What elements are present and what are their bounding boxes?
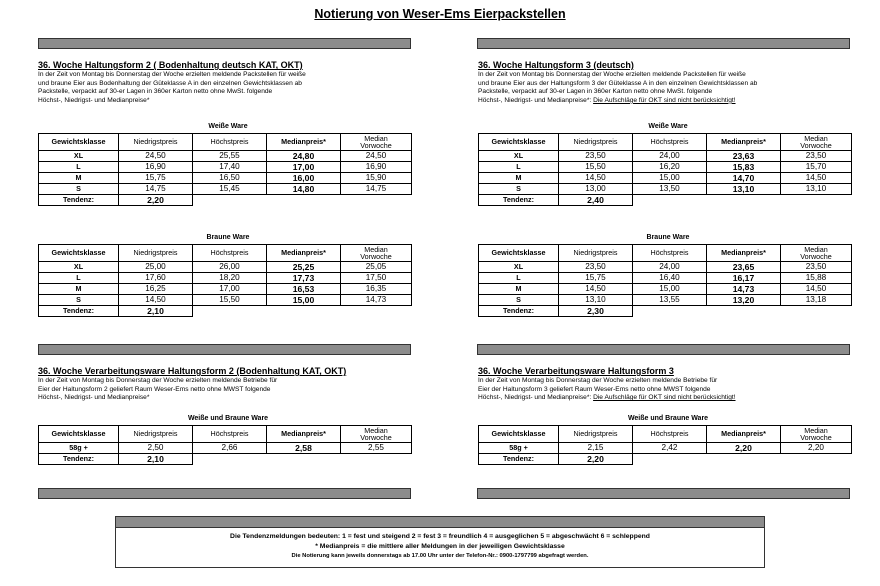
table-caption: Weiße Ware xyxy=(208,123,248,130)
cell-hoechstpreis: 15,00 xyxy=(633,284,707,295)
page-title: Notierung von Weser-Ems Eierpackstellen xyxy=(314,7,566,21)
section-description: In der Zeit von Montag bis Donnerstag der Woche erzielten meldende Packstellen für weiße und braune Eier aus Bodenhaltung der Güteklasse A in den einzelnen Gewichtsklassen ab Packstelle, verpackt auf 30-er Lagen in 360er Karton netto ohne MwSt. folgende Höchst-, Niedrigst- und Medianpreise* xyxy=(38,71,306,104)
empty-cell xyxy=(193,454,267,465)
header-median-vorwoche xyxy=(781,245,852,262)
cell-medianpreis: 16,53 xyxy=(267,284,341,295)
cell-medianpreis: 23,63 xyxy=(707,151,781,162)
table-row xyxy=(479,262,852,273)
tendenz-value: 2,20 xyxy=(119,195,193,206)
header-vorwoche-line: Vorwoche xyxy=(360,141,392,150)
cell-median-vorwoche: 15,88 xyxy=(781,273,852,284)
cell-medianpreis: 14,80 xyxy=(267,184,341,195)
cell-median-vorwoche: 14,73 xyxy=(341,295,412,306)
cell-medianpreis: 17,00 xyxy=(267,162,341,173)
cell-median-vorwoche: 14,50 xyxy=(781,284,852,295)
empty-cell xyxy=(267,454,341,465)
tendenz-label: Tendenz: xyxy=(39,306,119,317)
empty-cell xyxy=(707,454,781,465)
separator-bar xyxy=(477,38,850,49)
cell-gewichtsklasse: L xyxy=(479,162,559,173)
cell-niedrigstpreis: 14,50 xyxy=(559,173,633,184)
table-row xyxy=(479,173,852,184)
tendency-legend: Die Tendenzmeldungen bedeuten: 1 = fest und steigend 2 = fest 3 = freundlich 4 = ausgeglichen 5 = abgeschwächt 6 = schleppend xyxy=(230,533,650,540)
table-row xyxy=(479,284,852,295)
cell-niedrigstpreis: 2,50 xyxy=(119,443,193,454)
price-table xyxy=(38,133,412,206)
header-gewichtsklasse: Gewichtsklasse xyxy=(39,426,119,443)
header-vorwoche-line: Vorwoche xyxy=(800,141,832,150)
tendenz-row xyxy=(39,195,412,206)
okt-note: Die Aufschläge für OKT sind nicht berücksichtigt! xyxy=(593,96,736,104)
empty-cell xyxy=(633,306,707,317)
header-vorwoche-line: Vorwoche xyxy=(360,433,392,442)
separator-bar xyxy=(38,488,411,499)
cell-median-vorwoche: 25,05 xyxy=(341,262,412,273)
cell-medianpreis: 2,58 xyxy=(267,443,341,454)
cell-niedrigstpreis: 13,00 xyxy=(559,184,633,195)
cell-niedrigstpreis: 14,75 xyxy=(119,184,193,195)
cell-hoechstpreis: 25,55 xyxy=(193,151,267,162)
cell-hoechstpreis: 18,20 xyxy=(193,273,267,284)
cell-median-vorwoche: 2,55 xyxy=(341,443,412,454)
header-vorwoche-line: Vorwoche xyxy=(800,252,832,261)
header-medianpreis: Medianpreis* xyxy=(707,426,781,443)
cell-median-vorwoche: 2,20 xyxy=(781,443,852,454)
cell-gewichtsklasse: 58g + xyxy=(39,443,119,454)
cell-median-vorwoche: 16,35 xyxy=(341,284,412,295)
section-title: 36. Woche Haltungsform 3 (deutsch) xyxy=(478,60,634,70)
header-niedrigstpreis: Niedrigstpreis xyxy=(119,426,193,443)
cell-gewichtsklasse: S xyxy=(479,184,559,195)
cell-niedrigstpreis: 14,50 xyxy=(119,295,193,306)
cell-medianpreis: 25,25 xyxy=(267,262,341,273)
cell-niedrigstpreis: 2,15 xyxy=(559,443,633,454)
tendenz-label: Tendenz: xyxy=(39,195,119,206)
cell-gewichtsklasse: L xyxy=(479,273,559,284)
header-niedrigstpreis: Niedrigstpreis xyxy=(559,245,633,262)
cell-median-vorwoche: 14,50 xyxy=(781,173,852,184)
tendenz-label: Tendenz: xyxy=(479,306,559,317)
cell-niedrigstpreis: 16,90 xyxy=(119,162,193,173)
cell-median-vorwoche: 24,50 xyxy=(341,151,412,162)
table-header-row xyxy=(39,426,412,443)
table-caption: Braune Ware xyxy=(646,234,690,241)
tendenz-label: Tendenz: xyxy=(479,195,559,206)
header-hoechstpreis: Höchstpreis xyxy=(633,134,707,151)
cell-medianpreis: 13,10 xyxy=(707,184,781,195)
header-hoechstpreis: Höchstpreis xyxy=(193,134,267,151)
tendenz-row xyxy=(479,454,852,465)
cell-niedrigstpreis: 14,50 xyxy=(559,284,633,295)
legend-box xyxy=(115,516,765,568)
table-header-row xyxy=(39,245,412,262)
section-title: 36. Woche Verarbeitungsware Haltungsform 2 (Bodenhaltung KAT, OKT) xyxy=(38,366,347,376)
cell-hoechstpreis: 16,50 xyxy=(193,173,267,184)
cell-hoechstpreis: 16,40 xyxy=(633,273,707,284)
cell-medianpreis: 16,17 xyxy=(707,273,781,284)
cell-medianpreis: 17,73 xyxy=(267,273,341,284)
cell-medianpreis: 14,70 xyxy=(707,173,781,184)
cell-gewichtsklasse: S xyxy=(479,295,559,306)
table-header-row xyxy=(479,134,852,151)
header-median-vorwoche xyxy=(341,134,412,151)
tendenz-row xyxy=(39,306,412,317)
cell-hoechstpreis: 13,55 xyxy=(633,295,707,306)
header-medianpreis: Medianpreis* xyxy=(707,245,781,262)
empty-cell xyxy=(341,195,412,206)
cell-niedrigstpreis: 17,60 xyxy=(119,273,193,284)
table-row xyxy=(479,295,852,306)
cell-niedrigstpreis: 13,10 xyxy=(559,295,633,306)
cell-hoechstpreis: 15,50 xyxy=(193,295,267,306)
cell-median-vorwoche: 23,50 xyxy=(781,151,852,162)
header-median-line: Median xyxy=(364,425,388,435)
cell-gewichtsklasse: S xyxy=(39,295,119,306)
cell-hoechstpreis: 15,45 xyxy=(193,184,267,195)
table-row xyxy=(479,162,852,173)
separator-bar xyxy=(477,344,850,355)
empty-cell xyxy=(267,195,341,206)
cell-medianpreis: 24,80 xyxy=(267,151,341,162)
cell-niedrigstpreis: 25,00 xyxy=(119,262,193,273)
header-median-line: Median xyxy=(804,425,828,435)
tendenz-value: 2,30 xyxy=(559,306,633,317)
empty-cell xyxy=(781,195,852,206)
phone-info: Die Notierung kann jeweils donnerstags ab 17.00 Uhr unter der Telefon-Nr.: 0900-1797799 abgefragt werden. xyxy=(291,553,589,559)
table-row xyxy=(479,184,852,195)
header-vorwoche-line: Vorwoche xyxy=(800,433,832,442)
table-row xyxy=(39,273,412,284)
table-caption: Weiße Ware xyxy=(648,123,688,130)
table-row xyxy=(39,262,412,273)
cell-hoechstpreis: 17,40 xyxy=(193,162,267,173)
cell-median-vorwoche: 15,70 xyxy=(781,162,852,173)
empty-cell xyxy=(633,195,707,206)
tendenz-label: Tendenz: xyxy=(39,454,119,465)
section-verarbeitung-2 xyxy=(38,366,418,484)
header-medianpreis: Medianpreis* xyxy=(267,245,341,262)
cell-hoechstpreis: 2,42 xyxy=(633,443,707,454)
cell-gewichtsklasse: S xyxy=(39,184,119,195)
cell-niedrigstpreis: 15,75 xyxy=(559,273,633,284)
header-median-line: Median xyxy=(364,244,388,254)
tendenz-value: 2,40 xyxy=(559,195,633,206)
table-caption: Weiße und Braune Ware xyxy=(187,415,269,422)
header-gewichtsklasse: Gewichtsklasse xyxy=(479,426,559,443)
table-header-row xyxy=(479,245,852,262)
cell-medianpreis: 13,20 xyxy=(707,295,781,306)
header-niedrigstpreis: Niedrigstpreis xyxy=(559,426,633,443)
header-hoechstpreis: Höchstpreis xyxy=(633,245,707,262)
empty-cell xyxy=(781,306,852,317)
median-definition: * Medianpreis = die mittlere aller Meldungen in der jeweiligen Gewichtsklasse xyxy=(315,543,565,550)
header-medianpreis: Medianpreis* xyxy=(267,134,341,151)
header-gewichtsklasse: Gewichtsklasse xyxy=(39,134,119,151)
table-row xyxy=(39,162,412,173)
header-median-vorwoche xyxy=(781,134,852,151)
table-caption: Braune Ware xyxy=(206,234,250,241)
separator-bar xyxy=(38,344,411,355)
header-median-line: Median xyxy=(804,244,828,254)
cell-gewichtsklasse: M xyxy=(479,173,559,184)
header-niedrigstpreis: Niedrigstpreis xyxy=(119,245,193,262)
header-median-vorwoche xyxy=(341,245,412,262)
tendenz-row xyxy=(39,454,412,465)
table-header-row xyxy=(39,134,412,151)
section-description: In der Zeit von Montag bis Donnerstag der Woche erzielten meldende Betriebe für Eier der Haltungsform 3 geliefert Raum Weser-Ems netto ohne MWST folgende Höchst-, Niedrigst- und Medianpreise*: Die Aufschläge für OKT sind nicht berücksichtigt! xyxy=(478,377,736,402)
header-gewichtsklasse: Gewichtsklasse xyxy=(479,134,559,151)
empty-cell xyxy=(633,454,707,465)
price-table xyxy=(38,244,412,317)
cell-median-vorwoche: 17,50 xyxy=(341,273,412,284)
empty-cell xyxy=(193,306,267,317)
cell-gewichtsklasse: M xyxy=(479,284,559,295)
cell-gewichtsklasse: M xyxy=(39,284,119,295)
table-row xyxy=(479,273,852,284)
cell-median-vorwoche: 15,90 xyxy=(341,173,412,184)
tendenz-value: 2,10 xyxy=(119,454,193,465)
cell-medianpreis: 16,00 xyxy=(267,173,341,184)
cell-niedrigstpreis: 16,25 xyxy=(119,284,193,295)
section-title: 36. Woche Haltungsform 2 ( Bodenhaltung deutsch KAT, OKT) xyxy=(38,60,303,70)
empty-cell xyxy=(707,195,781,206)
table-row xyxy=(39,184,412,195)
tendenz-value: 2,20 xyxy=(559,454,633,465)
cell-median-vorwoche: 23,50 xyxy=(781,262,852,273)
cell-median-vorwoche: 13,18 xyxy=(781,295,852,306)
section-description: In der Zeit von Montag bis Donnerstag der Woche erzielten meldende Betriebe für Eier der Haltungsform 2 geliefert Raum Weser-Ems netto ohne MWST folgende Höchst-, Niedrigst- und Medianpreise* xyxy=(38,377,278,402)
cell-niedrigstpreis: 23,50 xyxy=(559,262,633,273)
cell-median-vorwoche: 16,90 xyxy=(341,162,412,173)
header-niedrigstpreis: Niedrigstpreis xyxy=(119,134,193,151)
cell-medianpreis: 2,20 xyxy=(707,443,781,454)
section-title: 36. Woche Verarbeitungsware Haltungsform 3 xyxy=(478,366,674,376)
tendenz-row xyxy=(479,195,852,206)
header-vorwoche-line: Vorwoche xyxy=(360,252,392,261)
cell-hoechstpreis: 26,00 xyxy=(193,262,267,273)
header-gewichtsklasse: Gewichtsklasse xyxy=(479,245,559,262)
header-median-vorwoche xyxy=(781,426,852,443)
cell-gewichtsklasse: XL xyxy=(479,151,559,162)
header-hoechstpreis: Höchstpreis xyxy=(193,426,267,443)
table-row xyxy=(39,443,412,454)
separator-bar xyxy=(477,488,850,499)
table-row xyxy=(39,173,412,184)
header-medianpreis: Medianpreis* xyxy=(267,426,341,443)
table-header-row xyxy=(479,426,852,443)
header-median-vorwoche xyxy=(341,426,412,443)
empty-cell xyxy=(341,454,412,465)
tendenz-label: Tendenz: xyxy=(479,454,559,465)
cell-gewichtsklasse: XL xyxy=(39,151,119,162)
header-hoechstpreis: Höchstpreis xyxy=(193,245,267,262)
section-description: In der Zeit von Montag bis Donnerstag der Woche erzielten meldende Packstellen für weiße und braune Eier aus der Haltungsform 3 der Güteklasse A in den einzelnen Gewichtsklassen ab Packstelle, verpackt auf 30-er Lagen in 360er Karton netto ohne MwSt. folgende Höchst-, Niedrigst- und Medianpreise*: Die Aufschläge für OKT sind nicht berücksichtigt! xyxy=(478,71,758,104)
cell-medianpreis: 15,83 xyxy=(707,162,781,173)
cell-gewichtsklasse: XL xyxy=(39,262,119,273)
cell-medianpreis: 15,00 xyxy=(267,295,341,306)
empty-cell xyxy=(707,306,781,317)
cell-medianpreis: 14,73 xyxy=(707,284,781,295)
cell-hoechstpreis: 24,00 xyxy=(633,262,707,273)
header-medianpreis: Medianpreis* xyxy=(707,134,781,151)
section-haltungsform-2 xyxy=(38,60,418,340)
table-caption: Weiße und Braune Ware xyxy=(627,415,709,422)
price-table xyxy=(478,425,852,465)
price-table xyxy=(478,133,852,206)
price-table xyxy=(478,244,852,317)
cell-median-vorwoche: 14,75 xyxy=(341,184,412,195)
header-gewichtsklasse: Gewichtsklasse xyxy=(39,245,119,262)
cell-medianpreis: 23,65 xyxy=(707,262,781,273)
cell-niedrigstpreis: 15,50 xyxy=(559,162,633,173)
cell-hoechstpreis: 24,00 xyxy=(633,151,707,162)
cell-hoechstpreis: 2,66 xyxy=(193,443,267,454)
header-niedrigstpreis: Niedrigstpreis xyxy=(559,134,633,151)
tendenz-value: 2,10 xyxy=(119,306,193,317)
table-row xyxy=(479,151,852,162)
cell-hoechstpreis: 15,00 xyxy=(633,173,707,184)
cell-hoechstpreis: 13,50 xyxy=(633,184,707,195)
section-haltungsform-3 xyxy=(478,60,858,340)
cell-hoechstpreis: 16,20 xyxy=(633,162,707,173)
price-table xyxy=(38,425,412,465)
cell-gewichtsklasse: 58g + xyxy=(479,443,559,454)
empty-cell xyxy=(781,454,852,465)
section-verarbeitung-3 xyxy=(478,366,858,484)
okt-note: Die Aufschläge für OKT sind nicht berücksichtigt! xyxy=(593,394,736,402)
separator-bar xyxy=(116,517,764,528)
table-row xyxy=(479,443,852,454)
cell-gewichtsklasse: L xyxy=(39,273,119,284)
cell-niedrigstpreis: 15,75 xyxy=(119,173,193,184)
table-row xyxy=(39,295,412,306)
empty-cell xyxy=(193,195,267,206)
tendenz-row xyxy=(479,306,852,317)
table-row xyxy=(39,284,412,295)
cell-gewichtsklasse: M xyxy=(39,173,119,184)
separator-bar xyxy=(38,38,411,49)
cell-niedrigstpreis: 24,50 xyxy=(119,151,193,162)
empty-cell xyxy=(267,306,341,317)
cell-niedrigstpreis: 23,50 xyxy=(559,151,633,162)
header-hoechstpreis: Höchstpreis xyxy=(633,426,707,443)
cell-hoechstpreis: 17,00 xyxy=(193,284,267,295)
header-median-line: Median xyxy=(804,133,828,143)
table-row xyxy=(39,151,412,162)
cell-gewichtsklasse: XL xyxy=(479,262,559,273)
cell-median-vorwoche: 13,10 xyxy=(781,184,852,195)
cell-gewichtsklasse: L xyxy=(39,162,119,173)
header-median-line: Median xyxy=(364,133,388,143)
empty-cell xyxy=(341,306,412,317)
